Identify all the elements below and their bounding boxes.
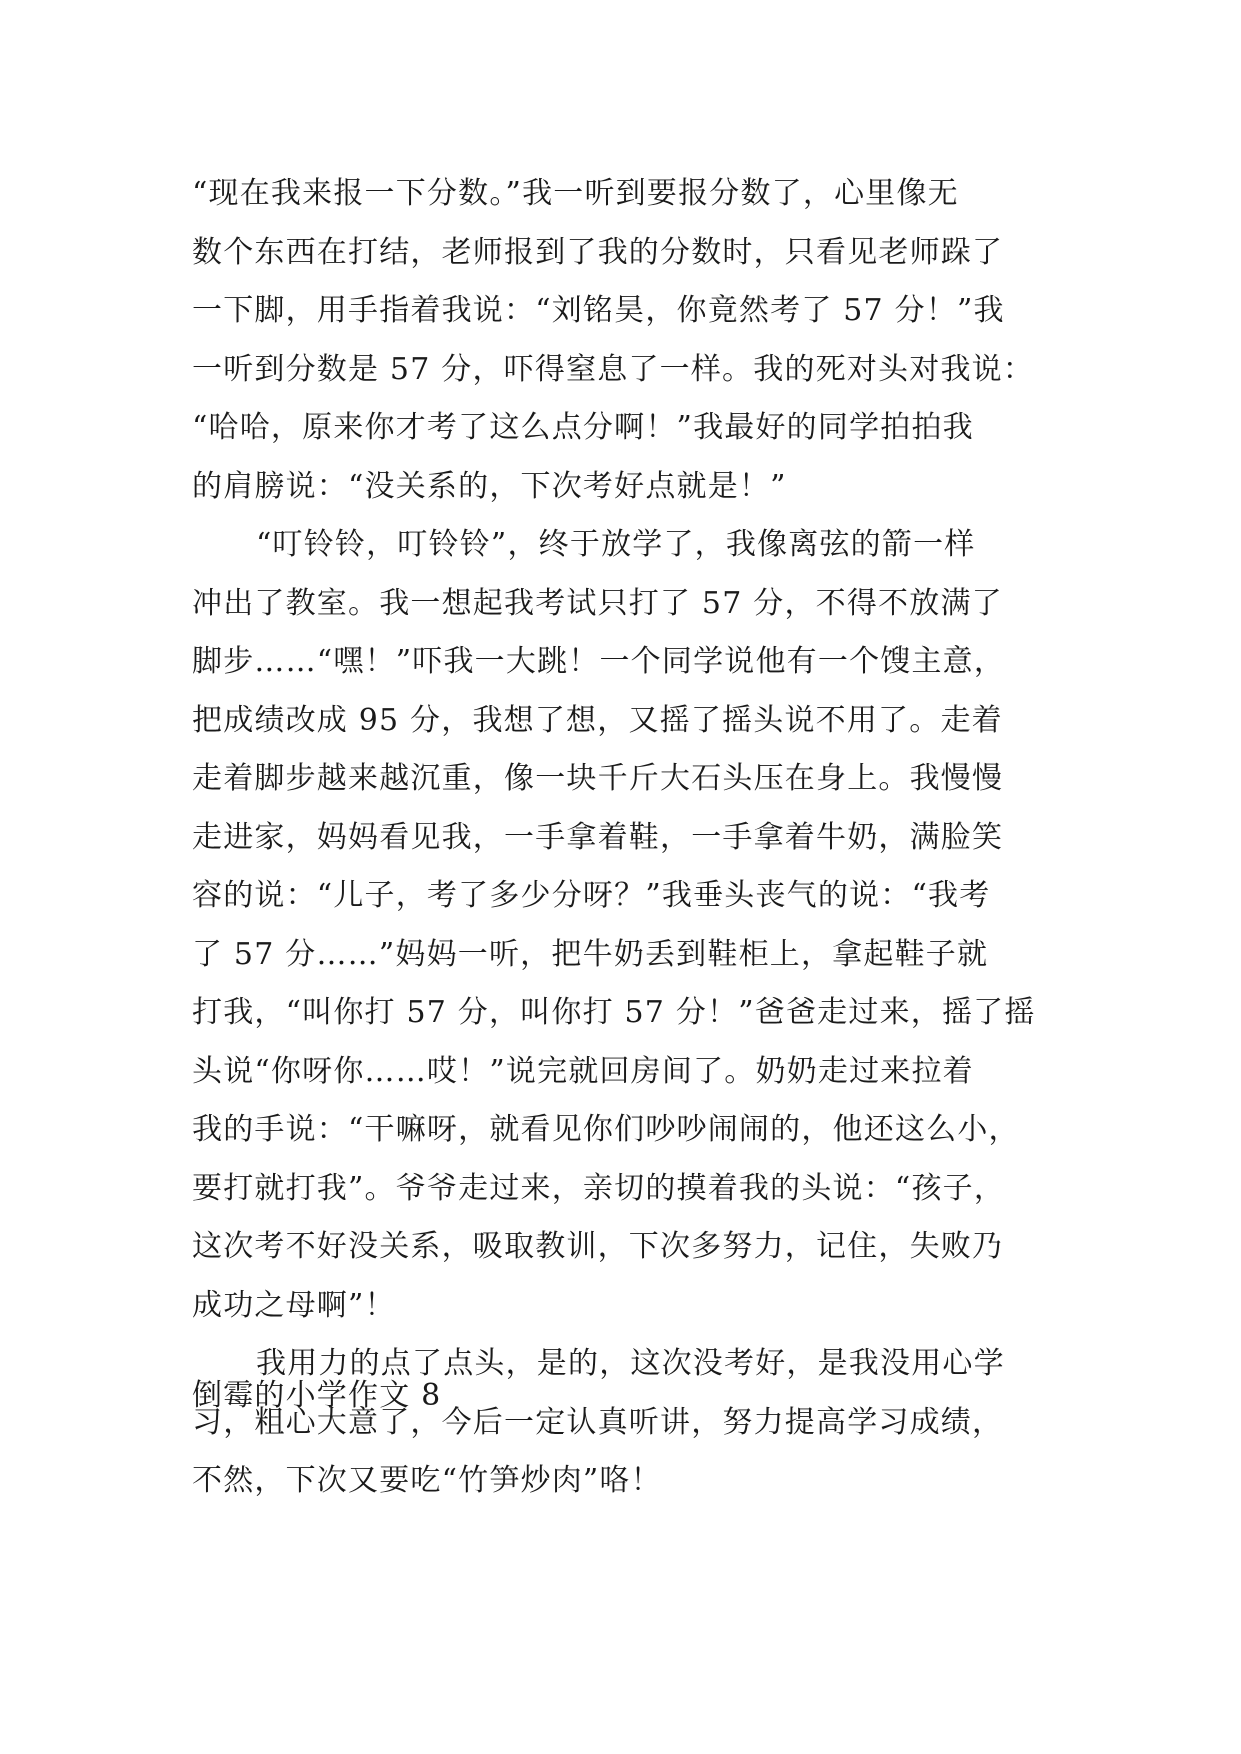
text-line: 了 57 分……”妈妈一听，把牛奶丢到鞋柜上，拿起鞋子就: [192, 936, 989, 972]
text-line: 一下脚，用手指着我说：“刘铭昊，你竟然考了 57 分！”我: [192, 293, 1005, 328]
text-line: 成功之母啊”！: [192, 1287, 396, 1323]
text-line: 不然，下次又要吃“竹笋炒肉”咯！: [192, 1463, 662, 1498]
text-line: 一听到分数是 57 分，吓得窒息了一样。我的死对头对我说：: [192, 351, 1035, 387]
text-line: 要打就打我”。爷爷走过来，亲切的摸着我的头说：“孩子，: [192, 1170, 1006, 1206]
text-line: 的肩膀说：“没关系的，下次考好点就是！”: [192, 468, 787, 504]
essay-body: [192, 165, 1097, 1511]
text-line: 我用力的点了点头，是的，这次没考好，是我没用心学: [256, 1346, 1005, 1381]
text-line: “现在我来报一下分数。”我一听到要报分数了，心里像无: [192, 176, 959, 211]
text-line: 冲出了教室。我一想起我考试只打了 57 分，不得不放满了: [192, 585, 1003, 621]
paragraph-1: [192, 165, 1097, 516]
text-line: 头说“你呀你……哎！”说完就回房间了。奶奶走过来拉着: [192, 1053, 974, 1089]
text-line: 走着脚步越来越沉重，像一块千斤大石头压在身上。我慢慢: [192, 761, 1004, 796]
text-line: “叮铃铃，叮铃铃”，终于放学了，我像离弦的箭一样: [256, 527, 976, 562]
text-line: 脚步……“嘿！”吓我一大跳！一个同学说他有一个馊主意，: [192, 644, 1006, 679]
paragraph-2: [192, 516, 1097, 1335]
text-line: “哈哈，原来你才考了这么点分啊！”我最好的同学拍拍我: [192, 410, 974, 445]
text-line: 我的手说：“干嘛呀，就看见你们吵吵闹闹的，他还这么小，: [192, 1112, 1020, 1147]
text-line: 数个东西在打结，老师报到了我的分数时，只看见老师跺了: [192, 234, 1004, 270]
text-line: 习，粗心大意了，今后一定认真听讲，努力提高学习成绩，: [192, 1404, 1004, 1440]
text-line: 打我，“叫你打 57 分，叫你打 57 分！”爸爸走过来，摇了摇: [192, 995, 1036, 1030]
text-line: 容的说：“儿子，考了多少分呀？”我垂头丧气的说：“我考: [192, 878, 991, 913]
essay-heading: 倒霉的小学作文 8: [192, 1378, 442, 1413]
text-line: 把成绩改成 95 分，我想了想，又摇了摇头说不用了。走着: [192, 702, 1003, 738]
text-line: 这次考不好没关系，吸取教训，下次多努力，记住，失败乃: [192, 1229, 1004, 1264]
text-line: 走进家，妈妈看见我，一手拿着鞋，一手拿着牛奶，满脸笑: [192, 819, 1004, 855]
